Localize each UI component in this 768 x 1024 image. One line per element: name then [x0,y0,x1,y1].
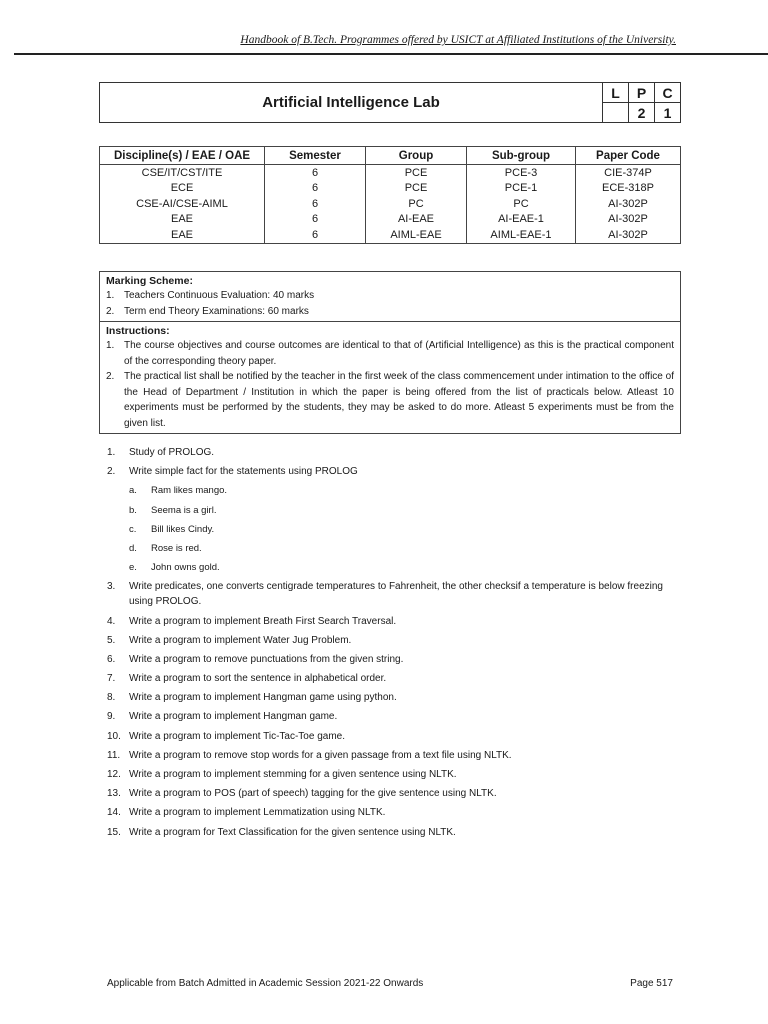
table-cell: 6 [265,212,366,228]
list-item-text: Teachers Continuous Evaluation: 40 marks [124,290,315,301]
column-header: Sub-group [467,147,576,165]
column-header: Semester [265,147,366,165]
instructions-heading: Instructions: [106,325,170,337]
lpc-label-p: P [629,83,655,103]
list-item-text: The practical list shall be notified by the teacher in the first week of the class commencement under intimation to the office of the Head of Department / Institution in which the paper is being offered from the list of practicals below. Atleast 10 experiments must be performed by the students, they may be asked to do more. Atleast 5 experiments must be from the given list. [124,371,674,429]
list-item [107,748,681,763]
sub-list-item [107,522,681,537]
table-cell: AI-EAE [366,212,467,228]
list-item [107,464,681,479]
marking-scheme-section [100,272,680,321]
table-cell: 6 [265,181,366,197]
sub-list-label: a. [129,485,137,497]
list-item [107,786,681,801]
list-item-text: Write a program to implement Breath First Search Traversal. [129,615,397,627]
sub-list-label: b. [129,504,137,516]
table-row [100,181,681,197]
sub-list-text: Bill likes Cindy. [151,523,215,535]
list-item [107,825,681,840]
list-item-text: Write a program for Text Classification for the given sentence using NLTK. [129,826,456,838]
sub-list-text: John owns gold. [151,562,220,574]
page-number: Page 517 [630,978,673,989]
list-item [107,652,681,667]
list-number: 5. [107,634,116,646]
table-row [100,196,681,212]
table-cell: EAE [100,212,265,228]
practicals-list [107,445,681,844]
list-item [107,671,681,686]
list-item [107,614,681,629]
list-item-text: Write a program to implement Lemmatization using NLTK. [129,807,386,819]
sub-list-item [107,560,681,575]
list-item [106,288,674,304]
list-item [107,729,681,744]
table-cell: ECE [100,181,265,197]
list-item-text: Write predicates, one converts centigrade temperatures to Fahrenheit, the other checksif a temperature is below freezing using PROLOG. [129,581,663,608]
instructions-section [100,321,680,433]
page-footer [107,978,673,989]
list-number: 10. [107,730,121,742]
lpc-label-l: L [603,83,629,103]
list-number: 15. [107,826,121,838]
list-item-text: Write a program to POS (part of speech) tagging for the give sentence using NLTK. [129,788,497,800]
marking-instructions-box [99,271,681,434]
table-cell: AI-302P [576,212,681,228]
list-item-text: The course objectives and course outcomes are identical to that of (Artificial Intelligence) as this is the practical component of the corresponding theory paper. [124,340,674,367]
list-number: 12. [107,769,121,780]
list-item [106,369,674,431]
table-cell: 6 [265,227,366,243]
table-cell: AIML-EAE-1 [467,227,576,243]
list-number: 3. [107,581,116,593]
column-header: Discipline(s) / EAE / OAE [100,147,265,165]
lpc-value-l [603,103,629,123]
sub-list-text: Rose is red. [151,542,202,554]
discipline-table [99,146,681,244]
list-number: 1. [107,447,116,458]
table-cell: EAE [100,227,265,243]
list-item-text: Write a program to remove punctuations from the given string. [129,653,404,665]
table-cell: AI-302P [576,196,681,212]
list-item-text: Write a program to sort the sentence in alphabetical order. [129,673,387,685]
table-cell: PCE [366,181,467,197]
sub-list-text: Ram likes mango. [151,485,228,497]
column-header: Group [366,147,467,165]
table-cell: CSE-AI/CSE-AIML [100,196,265,212]
lpc-label-c: C [655,83,681,103]
list-number: 1. [106,340,115,351]
sub-list-item [107,541,681,556]
table-cell: ECE-318P [576,181,681,197]
sub-list-item [107,483,681,498]
list-number: 7. [107,673,116,685]
list-number: 13. [107,788,121,800]
header-rule [14,53,768,55]
table-cell: AI-EAE-1 [467,212,576,228]
sub-list-label: d. [129,542,137,554]
list-item-text: Write a program to remove stop words for a given passage from a text file using NLTK. [129,749,512,761]
table-row [100,227,681,243]
list-item-text: Write simple fact for the statements using PROLOG [129,466,358,478]
list-item-text: Write a program to implement Tic-Tac-Toe game. [129,730,346,742]
list-item-text: Write a program to implement Water Jug Problem. [129,634,352,646]
column-header: Paper Code [576,147,681,165]
table-row [100,165,681,181]
list-item-text: Study of PROLOG. [129,447,215,458]
list-item-text: Term end Theory Examinations: 60 marks [124,305,309,317]
list-number: 4. [107,615,116,627]
list-item-text: Write a program to implement Hangman game using python. [129,692,397,704]
list-number: 6. [107,653,116,665]
lpc-value-c: 1 [655,103,681,123]
list-number: 2. [106,371,115,382]
table-row [100,212,681,228]
list-number: 2. [107,466,116,478]
sub-list-text: Seema is a girl. [151,504,217,516]
list-item [107,767,681,782]
list-item [106,338,674,369]
table-cell: PCE-3 [467,165,576,181]
table-cell: CIE-374P [576,165,681,181]
list-item-text: Write a program to implement stemming for a given sentence using NLTK. [129,769,457,780]
list-item [107,709,681,724]
table-cell: PC [467,196,576,212]
marking-scheme-heading: Marking Scheme: [106,275,193,287]
page-header: Handbook of B.Tech. Programmes offered by USICT at Affiliated Institutions of the University. [240,34,676,46]
sub-list-label: c. [129,523,137,535]
sub-list-item [107,503,681,518]
list-item [107,445,681,460]
course-title-table [99,82,681,123]
list-number: 14. [107,807,121,819]
footer-applicability: Applicable from Batch Admitted in Academic Session 2021-22 Onwards [107,978,424,989]
list-number: 2. [106,305,115,317]
lpc-value-p: 2 [629,103,655,123]
table-cell: PC [366,196,467,212]
list-item [107,633,681,648]
table-cell: PCE-1 [467,181,576,197]
list-number: 1. [106,290,115,301]
list-number: 11. [107,749,121,761]
table-cell: AIML-EAE [366,227,467,243]
table-cell: CSE/IT/CST/ITE [100,165,265,181]
list-item-text: Write a program to implement Hangman game. [129,711,338,723]
table-cell: PCE [366,165,467,181]
table-cell: 6 [265,196,366,212]
list-item [106,304,674,320]
sub-list-label: e. [129,562,137,574]
list-number: 8. [107,692,116,704]
table-cell: 6 [265,165,366,181]
list-item [107,805,681,820]
table-cell: AI-302P [576,227,681,243]
list-item [107,579,681,609]
list-number: 9. [107,711,116,723]
list-item [107,690,681,705]
table-header-row [100,147,681,165]
course-title: Artificial Intelligence Lab [100,83,603,123]
